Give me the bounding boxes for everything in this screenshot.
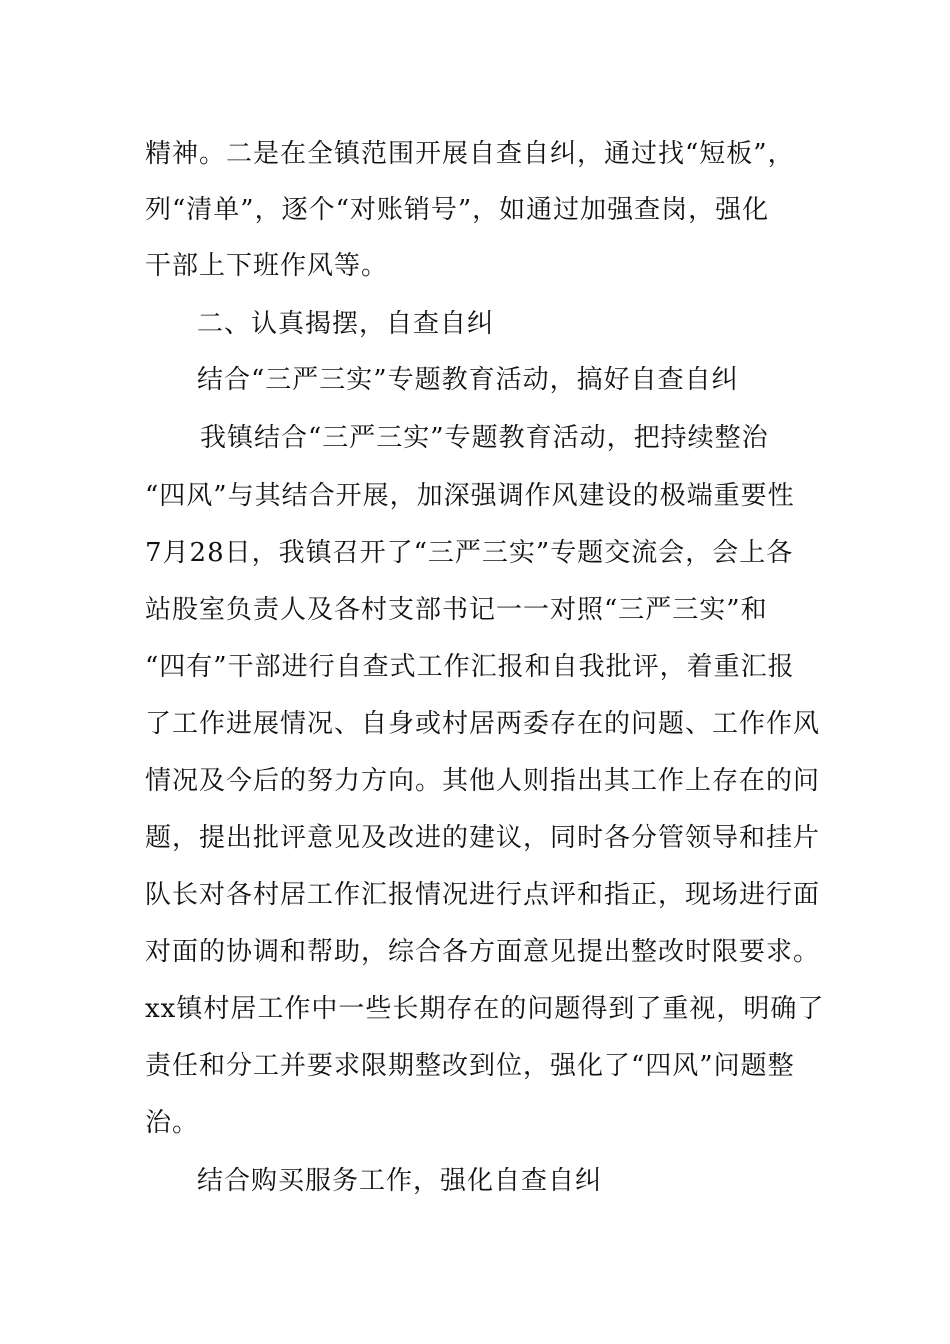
body-text-line: 责任和分工并要求限期整改到位，强化了“四风”问题整 xyxy=(145,1051,795,1081)
body-text-line: 站股室负责人及各村支部书记一一对照“三严三实”和 xyxy=(145,595,768,625)
body-text-line: 队长对各村居工作汇报情况进行点评和指正，现场进行面 xyxy=(145,880,821,910)
body-text-line: “四风”与其结合开展，加深强调作风建设的极端重要性 xyxy=(145,481,795,511)
body-text-line: 了工作进展情况、自身或村居两委存在的问题、工作作风 xyxy=(145,709,821,739)
body-text-line: 7月28日，我镇召开了“三严三实”专题交流会，会上各 xyxy=(145,538,794,568)
body-text-line: 精神。二是在全镇范围开展自查自纠，通过找“短板”， xyxy=(145,139,795,169)
body-text-line: “四有”干部进行自查式工作汇报和自我批评，着重汇报 xyxy=(145,652,795,682)
section-heading: 二、认真揭摆，自查自纠 xyxy=(197,309,495,339)
body-text-line: 列“清单”，逐个“对账销号”，如通过加强查岗，强化 xyxy=(145,195,770,225)
body-text-line: 题，提出批评意见及改进的建议，同时各分管领导和挂片 xyxy=(145,823,821,853)
body-text-line: 情况及今后的努力方向。其他人则指出其工作上存在的问 xyxy=(145,766,821,796)
body-text-line: 对面的协调和帮助，综合各方面意见提出整改时限要求。 xyxy=(145,937,821,967)
body-text-line: 干部上下班作风等。 xyxy=(145,251,389,281)
body-text-line: 治。 xyxy=(145,1108,200,1138)
subsection-heading: 结合“三严三实”专题教育活动，搞好自查自纠 xyxy=(197,365,739,395)
subsection-heading: 结合购买服务工作，强化自查自纠 xyxy=(197,1166,603,1196)
body-text-line: xx镇村居工作中一些长期存在的问题得到了重视，明确了 xyxy=(145,994,825,1024)
body-text-line: 我镇结合“三严三实”专题教育活动，把持续整治 xyxy=(200,423,769,453)
